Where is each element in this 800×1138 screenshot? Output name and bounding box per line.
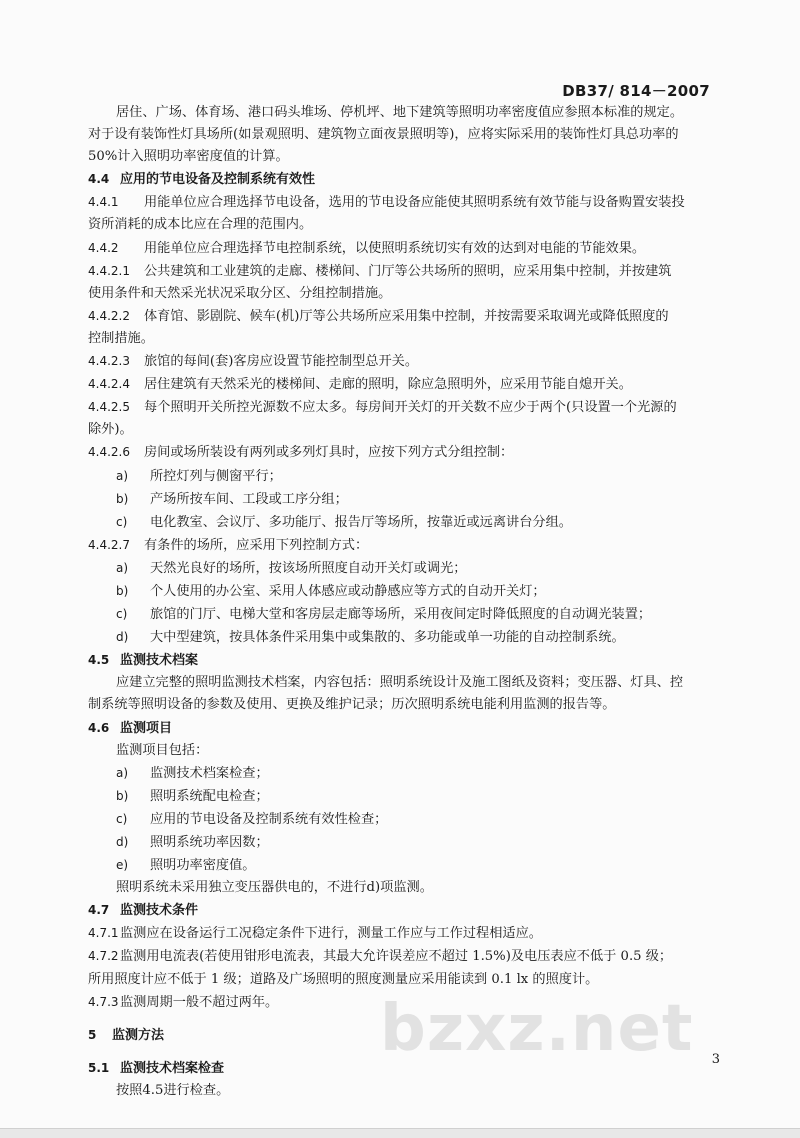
paragraph-line: 应建立完整的照明监测技术档案，内容包括：照明系统设计及施工图纸及资料；变压器、灯具、控 bbox=[116, 675, 684, 691]
paragraph-line: 按照4.5进行检查。 bbox=[116, 1082, 230, 1098]
list-item: c) 电化教室、会议厅、多功能厅、报告厅等场所，按靠近或远离讲台分组。 bbox=[116, 514, 572, 530]
section-heading-4-5: 4.5 监测技术档案 bbox=[88, 653, 199, 669]
clause-4-7-3: 4.7.3监测周期一般不超过两年。 bbox=[88, 994, 279, 1010]
list-item: b) 个人使用的办公室、采用人体感应或动静感应等方式的自动开关灯； bbox=[116, 583, 546, 599]
list-item: d) 照明系统功率因数； bbox=[116, 835, 269, 850]
clause-4-4-2: 4.4.2 用能单位应合理选择节电控制系统，以使照明系统切实有效的达到对电能的节能效果。 bbox=[88, 240, 646, 256]
list-item: a) 天然光良好的场所，按该场所照度自动开关灯或调光； bbox=[116, 560, 467, 576]
clause-4-4-2-1: 4.4.2.1 公共建筑和工业建筑的走廊、楼梯间、门厅等公共场所的照明，应采用集中控制，并按建筑 bbox=[88, 263, 672, 279]
clause-continuation: 除外)。 bbox=[88, 422, 133, 438]
paragraph-line: 制系统等照明设备的参数及使用、更换及维护记录；历次照明系统电能利用监测的报告等。 bbox=[88, 697, 616, 713]
paragraph-line: 对于设有装饰性灯具场所(如景观照明、建筑物立面夜景照明等)，应将实际采用的装饰性灯具总功率的 bbox=[88, 127, 679, 143]
paragraph-line: 监测项目包括： bbox=[116, 742, 209, 758]
clause-4-4-2-2: 4.4.2.2 体育馆、影剧院、候车(机)厅等公共场所应采用集中控制，并按需要采取调光或降低照度的 bbox=[88, 308, 669, 324]
page-number: 3 bbox=[711, 1052, 720, 1067]
chapter-heading-5: 5 监测方法 bbox=[88, 1027, 165, 1043]
clause-continuation: 所用照度计应不低于 1 级；道路及广场照明的照度测量应采用能读到 0.1 lx 的照度计。 bbox=[88, 971, 599, 987]
paragraph-line: 50%计入照明功率密度值的计算。 bbox=[88, 149, 289, 165]
list-item: b) 照明系统配电检查； bbox=[116, 788, 269, 804]
list-item: b) 产场所按车间、工段或工序分组； bbox=[116, 491, 348, 507]
paragraph-line: 居住、广场、体育场、港口码头堆场、停机坪、地下建筑等照明功率密度值应参照本标准的规定。 bbox=[116, 105, 684, 120]
paragraph-line: 照明系统未采用独立变压器供电的，不进行d)项监测。 bbox=[116, 880, 433, 896]
clause-4-4-2-4: 4.4.2.4 居住建筑有天然采光的楼梯间、走廊的照明，除应急照明外，应采用节能自熄开关。 bbox=[88, 377, 632, 393]
clause-4-7-2: 4.7.2监测用电流表(若使用钳形电流表，其最大允许误差应不超过 1.5%)及电压表应不低于 0.5 级； bbox=[88, 949, 673, 965]
list-item: a) 所控灯列与侧窗平行； bbox=[116, 468, 282, 484]
document-code: DB37/ 814－2007 bbox=[562, 82, 710, 100]
clause-continuation: 控制措施。 bbox=[88, 330, 154, 346]
section-heading-4-4: 4.4 应用的节电设备及控制系统有效性 bbox=[88, 172, 316, 188]
clause-4-4-2-3: 4.4.2.3 旅馆的每间(套)客房应设置节能控制型总开关。 bbox=[88, 354, 419, 370]
list-item: d) 大中型建筑，按具体条件采用集中或集散的、多功能或单一功能的自动控制系统。 bbox=[116, 630, 625, 646]
clause-4-4-2-7: 4.4.2.7 有条件的场所，应采用下列控制方式： bbox=[88, 537, 369, 553]
list-item: c) 应用的节电设备及控制系统有效性检查； bbox=[116, 811, 388, 827]
list-item: c) 旅馆的门厅、电梯大堂和客房层走廊等场所，采用夜间定时降低照度的自动调光装置； bbox=[116, 607, 652, 623]
clause-continuation: 资所消耗的成本比应在合理的范围内。 bbox=[88, 217, 313, 233]
section-heading-4-6: 4.6 监测项目 bbox=[88, 720, 173, 736]
clause-4-7-1: 4.7.1监测应在设备运行工况稳定条件下进行，测量工作应与工作过程相适应。 bbox=[88, 926, 542, 942]
clause-4-4-2-6: 4.4.2.6 房间或场所装设有两列或多列灯具时，应按下列方式分组控制： bbox=[88, 445, 514, 461]
section-heading-4-7: 4.7 监测技术条件 bbox=[88, 903, 199, 919]
list-item: a) 监测技术档案检查； bbox=[116, 765, 269, 781]
section-heading-5-1: 5.1 监测技术档案检查 bbox=[88, 1060, 225, 1076]
clause-continuation: 使用条件和天然采光状况采取分区、分组控制措施。 bbox=[88, 285, 392, 301]
document-body bbox=[88, 102, 728, 1102]
clause-4-4-2-5: 4.4.2.5 每个照明开关所控光源数不应太多。每房间开关灯的开关数不应少于两个(只设置一个光源的 bbox=[88, 400, 677, 416]
clause-4-4-1: 4.4.1 用能单位应合理选择节电设备，选用的节电设备应能使其照明系统有效节能与设备购置安装投 bbox=[88, 195, 685, 211]
list-item: e) 照明功率密度值。 bbox=[116, 858, 256, 874]
watermark-text: bzxz.net bbox=[380, 992, 694, 1066]
